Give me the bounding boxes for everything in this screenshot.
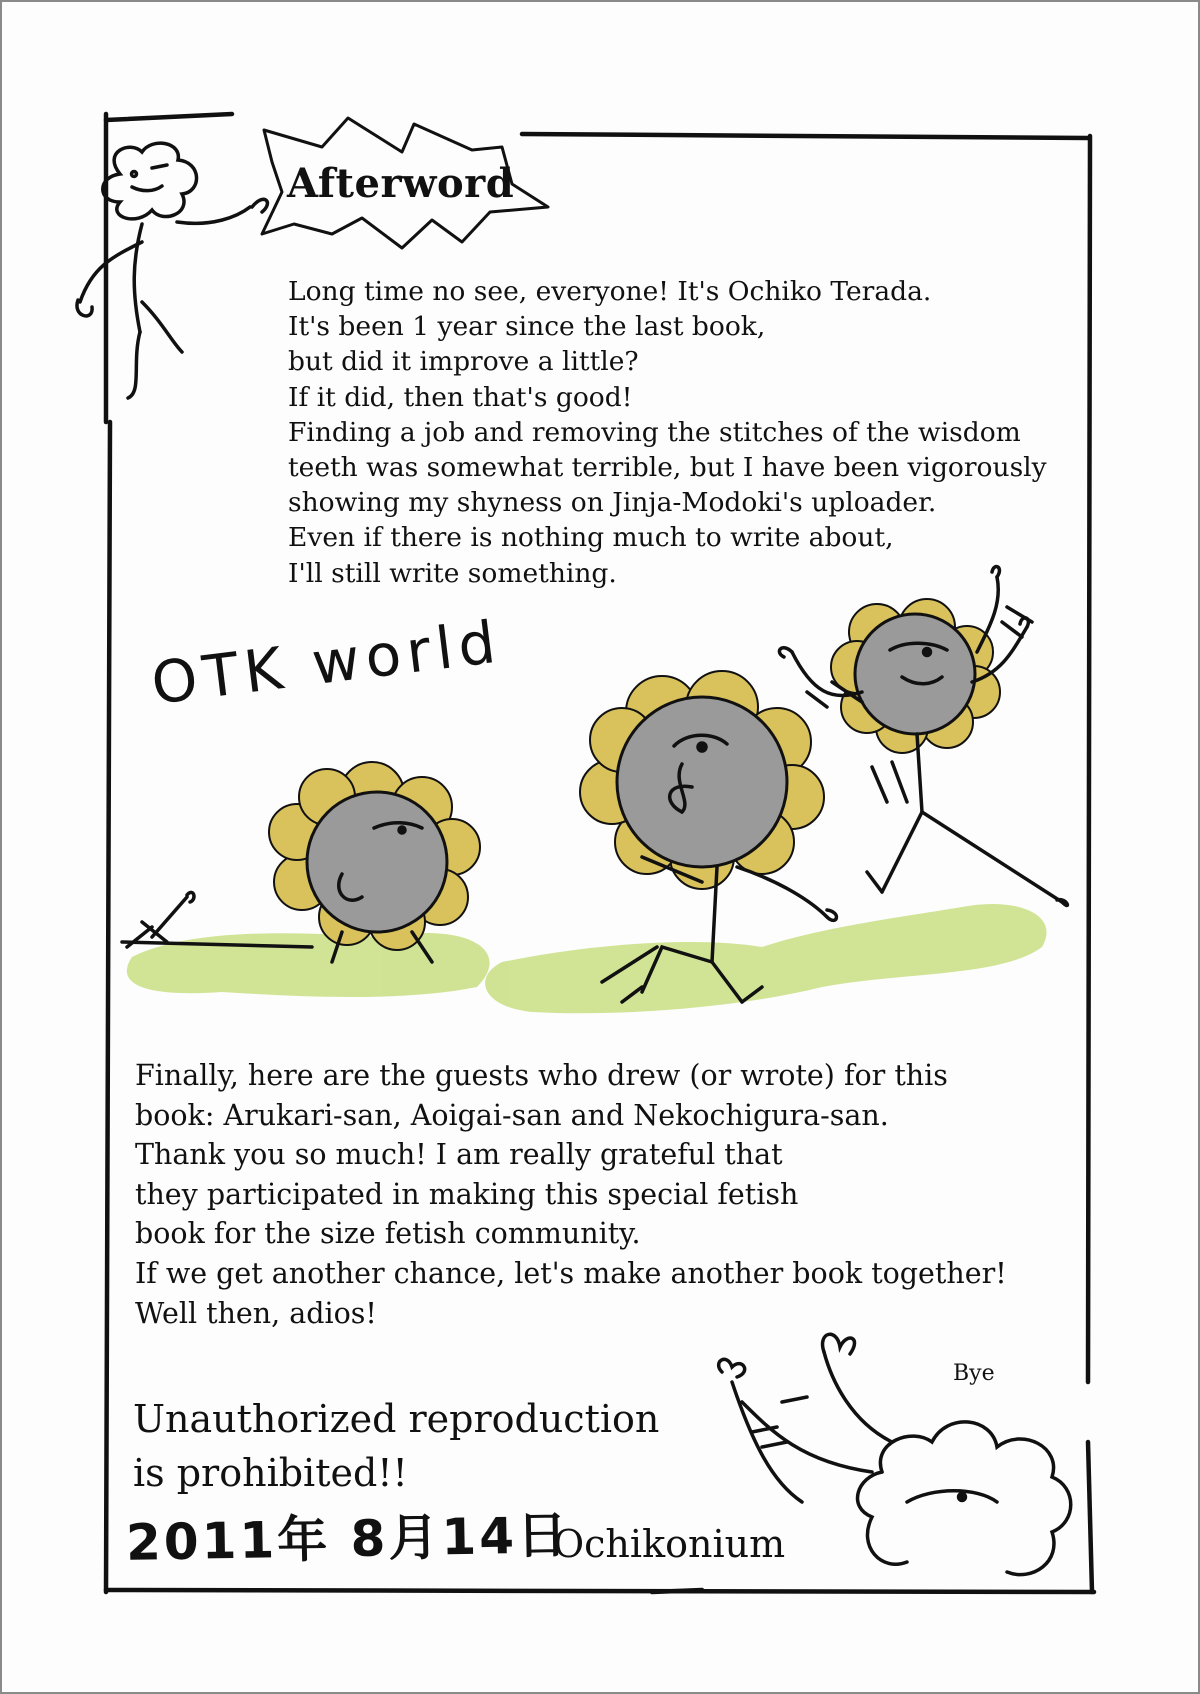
guests-line: Thank you so much! I am really grateful that <box>135 1138 783 1172</box>
reproduction-warning <box>133 1392 659 1500</box>
intro-line: but did it improve a little? <box>288 346 639 378</box>
guests-paragraph <box>135 1056 1007 1333</box>
otk-world-caption: OTK world <box>147 607 505 718</box>
intro-line: It's been 1 year since the last book, <box>288 311 766 343</box>
guests-line: If we get another chance, let's make another book together! <box>135 1256 1007 1290</box>
intro-line: Even if there is nothing much to write about, <box>288 522 894 554</box>
grass-patches <box>127 904 1047 1013</box>
guests-line: book: Arukari-san, Aoigai-san and Nekochigura-san. <box>135 1098 889 1132</box>
guests-line: they participated in making this special fetish <box>135 1177 799 1211</box>
guests-line: Finally, here are the guests who drew (or wrote) for this <box>135 1059 948 1092</box>
intro-paragraph <box>288 274 1047 591</box>
guests-line: Well then, adios! <box>135 1296 377 1330</box>
intro-line: If it did, then that's good! <box>288 381 633 413</box>
warning-line: Unauthorized reproduction <box>133 1397 660 1441</box>
flower-lying <box>122 762 480 962</box>
intro-line: teeth was somewhat terrible, but I have been vigorously <box>288 452 1047 484</box>
flower-dancing <box>779 567 1067 906</box>
bye-label: Bye <box>953 1361 995 1386</box>
author-signature: Ochikonium <box>553 1522 786 1566</box>
intro-line: showing my shyness on Jinja-Modoki's uploader. <box>288 487 937 519</box>
intro-line: Finding a job and removing the stitches of the wisdom <box>288 416 1021 448</box>
intro-line: Long time no see, everyone! It's Ochiko Terada. <box>288 276 932 307</box>
afterword-title: Afterword <box>287 160 515 207</box>
guests-line: book for the size fetish community. <box>135 1217 641 1251</box>
date-label: 2011年 8月14日 <box>125 1506 571 1572</box>
intro-line: I'll still write something. <box>288 557 617 589</box>
warning-line: is prohibited!! <box>133 1451 408 1495</box>
